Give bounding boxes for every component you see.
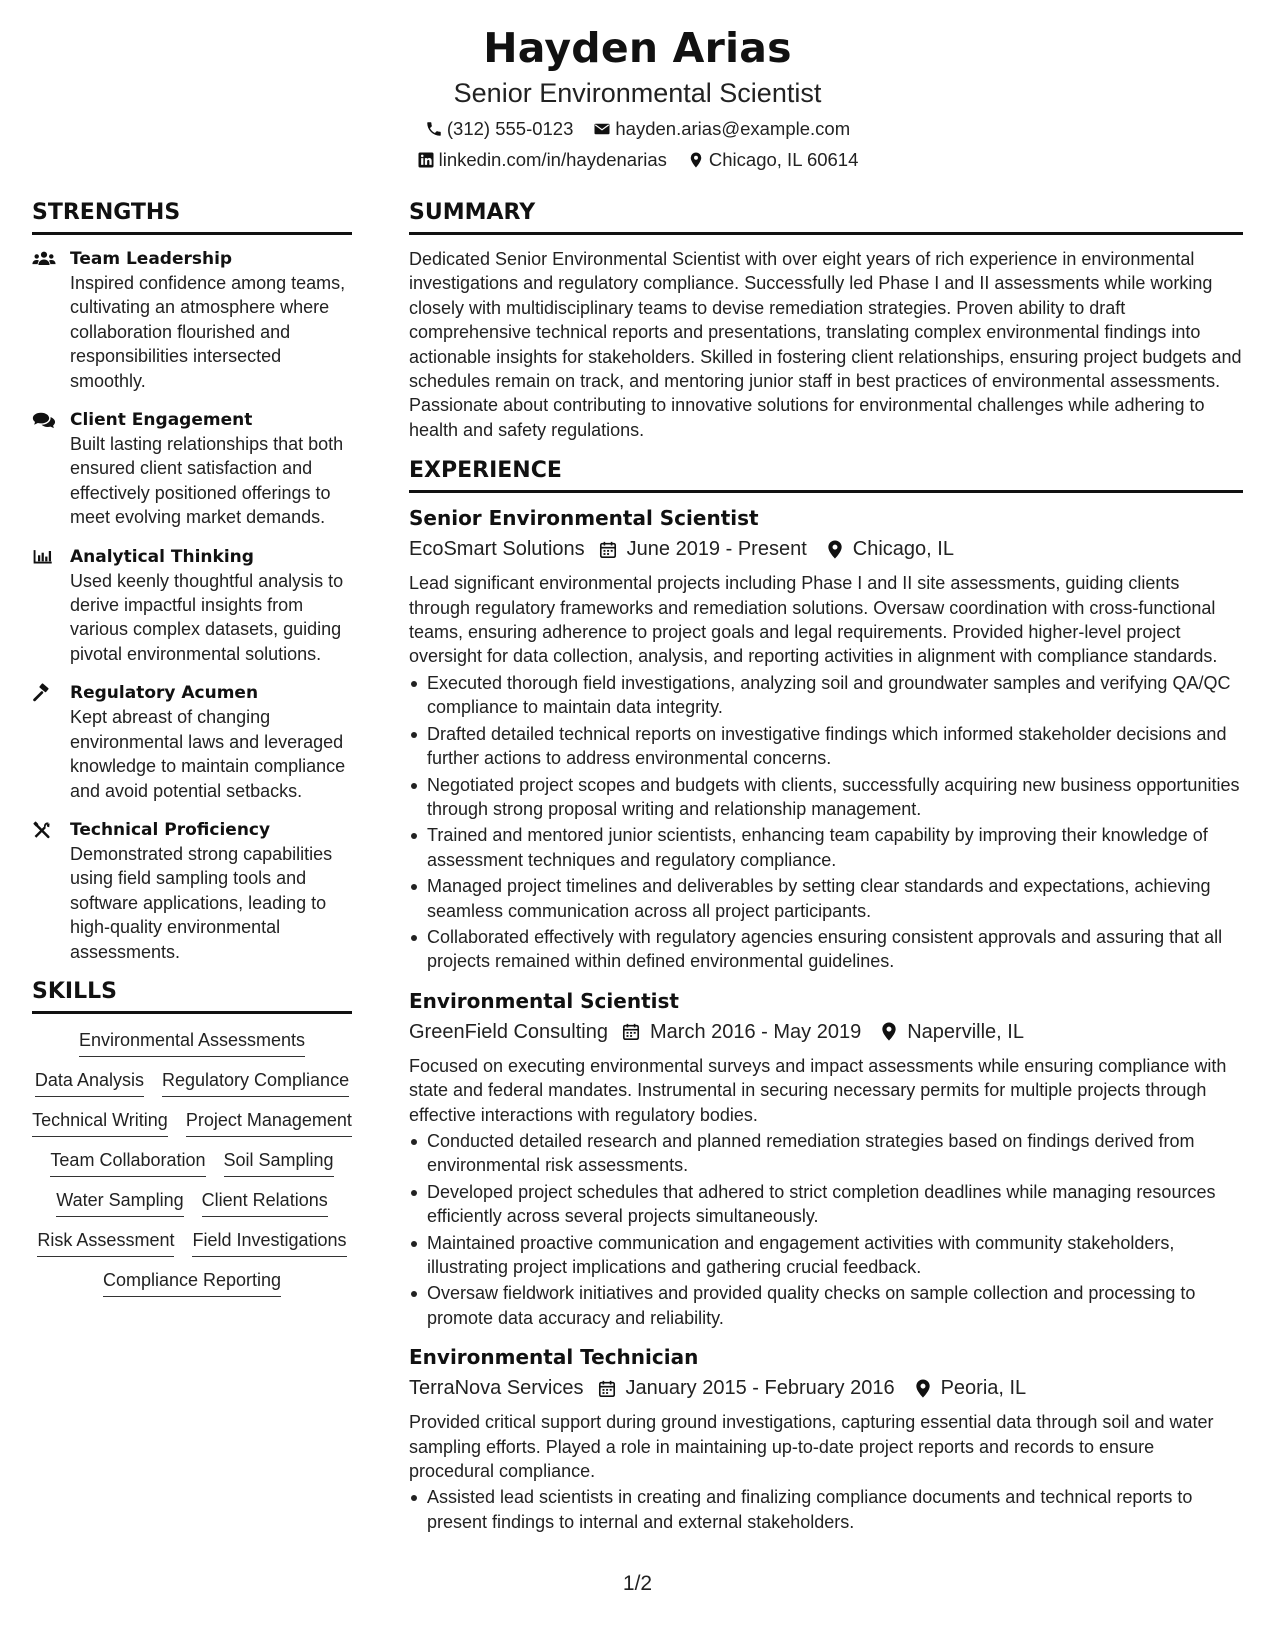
strength-item: [32, 545, 352, 667]
email-text: hayden.arias@example.com: [615, 118, 851, 139]
bullet-item: Executed thorough field investigations, analyzing soil and groundwater samples and verifying QA/QC compliance to maintain data integrity.: [409, 671, 1243, 720]
job-description: Provided critical support during ground investigations, capturing essential data through soil and water sampling efforts. Played a role in maintaining up-to-date project reports and records to ensure procedural compliance.: [409, 1412, 1214, 1482]
skills-heading: SKILLS: [32, 979, 352, 1014]
left-column: [32, 200, 352, 1299]
job-title: Senior Environmental Scientist: [409, 506, 759, 531]
chart-icon: [32, 547, 56, 567]
skill-tag: Risk Assessment: [37, 1228, 174, 1257]
job-location: Peoria, IL: [940, 1377, 1027, 1400]
skill-tag: Regulatory Compliance: [162, 1068, 349, 1097]
strength-description: Built lasting relationships that both ensured client satisfaction and effectively positioned offerings to meet evolving market demands.: [70, 434, 344, 528]
strength-description: Inspired confidence among teams, cultivating an atmosphere where collaboration flourished and responsibilities intersected smoothly.: [70, 273, 346, 391]
linkedin-text: linkedin.com/in/haydenarias: [438, 149, 667, 170]
strength-description: Used keenly thoughtful analysis to derive impactful insights from various complex datasets, guiding pivotal environmental solutions.: [70, 570, 344, 664]
gavel-icon: [32, 683, 56, 703]
strength-item: [32, 818, 352, 964]
job-dates: January 2015 - February 2016: [625, 1377, 895, 1400]
skill-tag: Field Investigations: [192, 1228, 346, 1257]
skill-tag: Environmental Assessments: [79, 1028, 305, 1057]
candidate-name: Hayden Arias: [483, 24, 792, 72]
map-pin-icon: [915, 1379, 931, 1398]
strength-description: Demonstrated strong capabilities using field sampling tools and software applications, leading to high-quality environmental assessments.: [70, 843, 333, 962]
resume-header: [0, 22, 1275, 172]
contact-row-1: [0, 117, 1275, 141]
strength-item: [32, 247, 352, 393]
skill-tag: Client Relations: [202, 1188, 328, 1217]
bullet-item: Oversaw fieldwork initiatives and provided quality checks on sample collection and processing to promote data accuracy and reliability.: [409, 1281, 1243, 1330]
skill-tag: Water Sampling: [56, 1188, 183, 1217]
phone-contact: [425, 117, 574, 141]
calendar-icon: [598, 1379, 616, 1398]
email-contact[interactable]: [593, 117, 850, 141]
company-name: GreenField Consulting: [409, 1020, 608, 1043]
tools-icon: [32, 820, 56, 840]
linkedin-icon: [417, 151, 435, 169]
job-dates: June 2019 - Present: [626, 538, 807, 561]
summary-heading: SUMMARY: [409, 200, 1243, 235]
phone-icon: [425, 120, 443, 138]
bullet-item: Trained and mentored junior scientists, enhancing team capability by improving their knowledge of assessment techniques and regulatory compliance.: [409, 823, 1243, 872]
comments-icon: [32, 410, 56, 430]
location-contact: [687, 148, 858, 172]
skills-list: [32, 1026, 352, 1299]
map-pin-icon: [687, 151, 705, 169]
skill-tag: Team Collaboration: [50, 1148, 205, 1177]
company-name: TerraNova Services: [409, 1377, 584, 1400]
job-bullets: [409, 1485, 1243, 1534]
bullet-item: Negotiated project scopes and budgets with clients, successfully acquiring new business opportunities through strong proposal writing and relationship management.: [409, 773, 1243, 822]
strengths-heading: STRENGTHS: [32, 200, 352, 235]
company-name: EcoSmart Solutions: [409, 538, 585, 561]
job-meta: [409, 535, 1243, 563]
job-location: Chicago, IL: [852, 538, 954, 561]
job-bullets: [409, 671, 1243, 974]
skill-tag: Soil Sampling: [224, 1148, 334, 1177]
job-entry: [409, 1344, 1243, 1534]
skill-tag: Project Management: [186, 1108, 352, 1137]
strength-title: Client Engagement: [70, 410, 253, 431]
linkedin-contact[interactable]: [417, 148, 667, 172]
strength-item: [32, 681, 352, 803]
contact-row-2: [0, 148, 1275, 172]
experience-heading: EXPERIENCE: [409, 458, 1243, 493]
envelope-icon: [593, 120, 611, 138]
job-bullets: [409, 1129, 1243, 1330]
job-meta: [409, 1018, 1243, 1046]
skill-tag: Compliance Reporting: [103, 1268, 281, 1297]
job-title: Environmental Scientist: [409, 988, 679, 1013]
users-icon: [32, 249, 56, 269]
job-entry: [409, 988, 1243, 1330]
job-dates: March 2016 - May 2019: [650, 1020, 862, 1043]
phone-text: (312) 555-0123: [446, 118, 574, 139]
calendar-icon: [599, 540, 617, 559]
summary-text: Dedicated Senior Environmental Scientist with over eight years of rich experience in environmental investigations and regulatory compliance. Successfully led Phase I and II assessments while working closely with multidisciplinary teams to devise remediation strategies. Proven ability to draft comprehensive technical reports and presentations, translating complex environmental findings into actionable insights for stakeholders. Skilled in fostering client relationships, ensuring project budgets and schedules remain on track, and mentoring junior staff in best practices of environmental assessments. Passionate about contributing to innovative solutions for environmental challenges while adhering to health and safety regulations.: [409, 249, 1242, 440]
job-description: Focused on executing environmental surveys and impact assessments while ensuring compliance with state and federal mandates. Instrumental in securing necessary permits for multiple projects through effective interactions with regulatory bodies.: [409, 1055, 1227, 1125]
job-meta: [409, 1374, 1243, 1402]
strength-title: Analytical Thinking: [70, 546, 254, 567]
bullet-item: Managed project timelines and deliverables by setting clear standards and expectations, achieving seamless communication across all project participants.: [409, 874, 1243, 923]
bullet-item: Collaborated effectively with regulatory agencies ensuring consistent approvals and assuring that all projects remained within defined environmental guidelines.: [409, 925, 1243, 974]
bullet-item: Drafted detailed technical reports on investigative findings which informed stakeholder decisions and further actions to address environmental concerns.: [409, 722, 1243, 771]
strength-item: [32, 408, 352, 530]
right-column: [409, 200, 1243, 1548]
strength-title: Regulatory Acumen: [70, 683, 259, 704]
calendar-icon: [622, 1022, 640, 1041]
bullet-item: Conducted detailed research and planned remediation strategies based on findings derived from environmental risk assessments.: [409, 1129, 1243, 1178]
location-text: Chicago, IL 60614: [708, 149, 859, 170]
job-entry: [409, 505, 1243, 974]
job-title: Environmental Technician: [409, 1345, 699, 1370]
map-pin-icon: [827, 540, 843, 559]
strength-title: Team Leadership: [70, 249, 233, 269]
bullet-item: Maintained proactive communication and engagement activities with community stakeholders, illustrating project implications and gathering crucial feedback.: [409, 1231, 1243, 1280]
strength-title: Technical Proficiency: [70, 819, 271, 840]
page-number: 1/2: [622, 1572, 653, 1595]
skill-tag: Data Analysis: [35, 1068, 144, 1097]
bullet-item: Assisted lead scientists in creating and finalizing compliance documents and technical reports to present findings to internal and external stakeholders.: [409, 1485, 1243, 1534]
skill-tag: Technical Writing: [32, 1108, 168, 1137]
job-description: Lead significant environmental projects including Phase I and II site assessments, guiding clients through regulatory frameworks and remediation solutions. Oversaw coordination with cross-functional teams, ensuring adherence to project goals and legal requirements. Provided higher-level project oversight for data collection, analysis, and reporting activities in alignment with compliance standards.: [409, 573, 1218, 667]
candidate-title: Senior Environmental Scientist: [453, 78, 822, 108]
bullet-item: Developed project schedules that adhered to strict completion deadlines while managing resources efficiently across several projects simultaneously.: [409, 1180, 1243, 1229]
strength-description: Kept abreast of changing environmental laws and leveraged knowledge to maintain compliance and avoid potential setbacks.: [70, 707, 346, 801]
job-location: Naperville, IL: [907, 1020, 1024, 1043]
map-pin-icon: [881, 1022, 897, 1041]
